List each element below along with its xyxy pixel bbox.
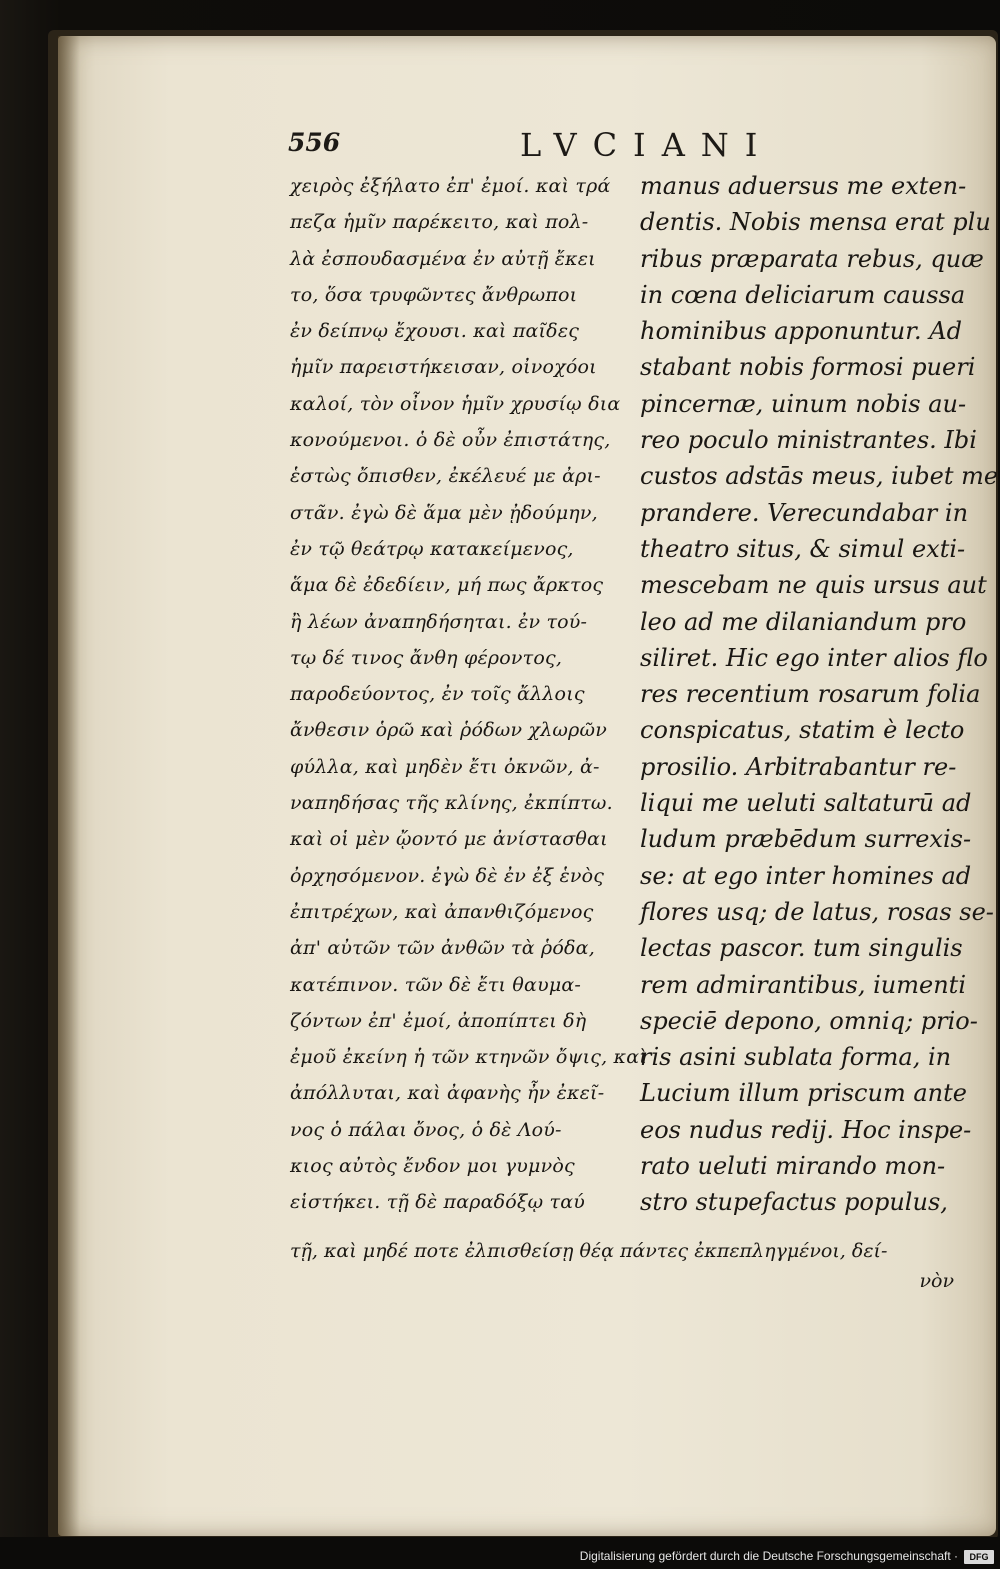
latin-text-line: rato ueluti mirando mon-: [640, 1152, 946, 1181]
greek-text-line: ἐμοῦ ἐκείνη ἡ τῶν κτηνῶν ὄψις, καὶ: [290, 1046, 647, 1069]
latin-text-line: in cœna deliciarum caussa: [640, 280, 966, 309]
latin-text-line: hominibus apponuntur. Ad: [640, 317, 962, 346]
footer-bar: [0, 1537, 1000, 1569]
greek-text-line: φύλλα, καὶ μηδὲν ἔτι ὀκνῶν, ἀ-: [290, 755, 600, 778]
latin-text-line: eos nudus redij. Hoc inspe-: [640, 1115, 972, 1144]
latin-text-line: mescebam ne quis ursus aut: [640, 571, 987, 600]
latin-text-line: prosilio. Arbitrabantur re-: [640, 752, 957, 781]
latin-text-line: ribus præparata rebus, quæ: [640, 244, 984, 273]
latin-text-line: Lucium illum priscum ante: [640, 1079, 967, 1108]
greek-text-line: ζόντων ἐπ' ἐμοί, ἀποπίπτει δὴ: [290, 1009, 587, 1032]
greek-text-line: ἅμα δὲ ἐδεδίειν, μή πως ἄρκτος: [290, 574, 604, 597]
latin-text-line: theatro situs, & simul exti-: [640, 534, 966, 563]
latin-text-line: flores usq; de latus, rosas se-: [640, 897, 994, 926]
greek-text-line: καὶ οἱ μὲν ᾤοντό με ἀνίστασθαι: [290, 828, 608, 851]
latin-text-line: siliret. Hic ego inter alios flo: [640, 643, 988, 672]
latin-text-line: ludum præbēdum surrexis-: [640, 825, 972, 854]
greek-text-line: χειρὸς ἐξήλατο ἐπ' ἐμοί. καὶ τρά: [290, 175, 611, 197]
latin-text-line: prandere. Verecundabar in: [640, 498, 969, 527]
greek-text-line: ἐν τῷ θεάτρῳ κατακείμενος,: [290, 537, 574, 560]
greek-text-line: παροδεύοντος, ἐν τοῖς ἄλλοις: [290, 683, 585, 706]
latin-text-line: dentis. Nobis mensa erat plu: [640, 208, 991, 237]
running-head: LVCIANI: [520, 126, 774, 164]
footer-credit: Digitalisierung gefördert durch die Deutsche Forschungsgemeinschaft ·: [579, 1549, 958, 1563]
latin-text-line: custos adstās meus, iubet me: [640, 462, 999, 491]
greek-text-column: [290, 168, 647, 1221]
latin-text-line: res recentium rosarum folia: [640, 680, 981, 709]
latin-text-line: pincernæ, uinum nobis au-: [640, 389, 967, 418]
greek-text-line: ἢ λέων ἀναπηδήσηται. ἐν τού-: [290, 610, 588, 633]
latin-text-line: stro stupefactus populus,: [640, 1188, 948, 1217]
latin-text-line: lectas pascor. tum singulis: [640, 934, 963, 963]
greek-text-line: ἄνθεσιν ὁρῶ καὶ ῥόδων χλωρῶν: [290, 719, 607, 742]
greek-text-line: εἱστήκει. τῇ δὲ παραδόξῳ ταύ: [290, 1191, 585, 1214]
latin-text-line: reo poculo ministrantes. Ibi: [640, 426, 977, 455]
latin-text-column: [640, 168, 999, 1221]
greek-text-line: ἀπόλλυται, καὶ ἀφανὴς ἦν ἐκεῖ-: [290, 1082, 605, 1105]
latin-text-line: speciē depono, omniq; prio-: [640, 1006, 978, 1035]
page-number: 556: [288, 128, 341, 157]
greek-full-width-line: τῇ, καὶ μηδέ ποτε ἐλπισθείσῃ θέᾳ πάντες ἐκπεπληγμένοι, δεί-: [290, 1240, 888, 1262]
latin-text-line: ris asini sublata forma, in: [640, 1043, 952, 1072]
greek-text-line: κονούμενοι. ὁ δὲ οὖν ἐπιστάτης,: [290, 429, 611, 452]
latin-text-line: rem admirantibus, iumenti: [640, 970, 966, 999]
greek-text-line: ναπηδήσας τῆς κλίνης, ἐκπίπτω.: [290, 792, 613, 815]
latin-text-line: manus aduersus me exten-: [640, 172, 967, 200]
latin-text-line: se: at ego inter homines ad: [640, 861, 972, 890]
greek-text-line: ἑστὼς ὄπισθεν, ἐκέλευέ με ἀρι-: [290, 465, 601, 488]
latin-text-line: stabant nobis formosi pueri: [640, 353, 976, 382]
greek-text-line: ἐπιτρέχων, καὶ ἀπανθιζόμενος: [290, 900, 594, 923]
greek-text-line: κιος αὐτὸς ἔνδον μοι γυμνὸς: [290, 1155, 575, 1178]
dfg-logo: DFG: [964, 1550, 994, 1564]
greek-text-line: λὰ ἐσπουδασμένα ἐν αὐτῇ ἔκει: [290, 247, 596, 270]
latin-text-line: leo ad me dilaniandum pro: [640, 607, 967, 636]
greek-text-line: τῳ δέ τινος ἄνθη φέροντος,: [290, 646, 563, 669]
greek-text-line: το, ὅσα τρυφῶντες ἄνθρωποι: [290, 283, 578, 306]
greek-text-line: ὀρχησόμενον. ἐγὼ δὲ ἐν ἐξ ἑνὸς: [290, 864, 605, 887]
latin-text-line: liqui me ueluti saltaturū ad: [640, 789, 972, 818]
greek-text-line: πεζα ἡμῖν παρέκειτο, καὶ πολ-: [290, 211, 589, 234]
greek-text-line: ἡμῖν παρειστήκεισαν, οἰνοχόοι: [290, 356, 597, 379]
greek-text-line: κατέπινον. τῶν δὲ ἔτι θαυμα-: [290, 973, 582, 996]
greek-text-line: ἀπ' αὐτῶν τῶν ἀνθῶν τὰ ῥόδα,: [290, 937, 595, 960]
greek-text-line: στᾶν. ἐγὼ δὲ ἅμα μὲν ᾐδούμην,: [290, 501, 598, 524]
page-gutter-shadow: [58, 36, 80, 1536]
greek-text-line: νος ὁ πάλαι ὄνος, ὁ δὲ Λού-: [290, 1118, 562, 1141]
greek-text-line: ἐν δείπνῳ ἔχουσι. καὶ παῖδες: [290, 320, 580, 343]
latin-text-line: conspicatus, statim è lecto: [640, 716, 965, 745]
catchword: νὸν: [919, 1270, 954, 1292]
greek-text-line: καλοί, τὸν οἶνον ἡμῖν χρυσίῳ δια: [290, 392, 621, 415]
